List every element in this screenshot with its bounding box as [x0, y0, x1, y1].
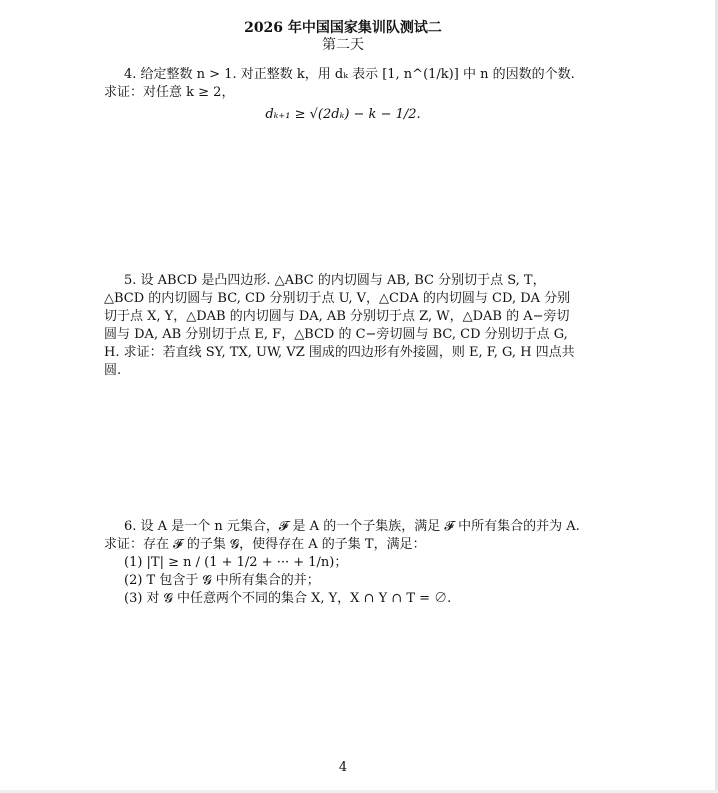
problem-4-formula: dₖ₊₁ ≥ √(2dₖ) − k − 1/2.	[265, 107, 421, 122]
page-number: 4	[338, 760, 348, 775]
problem-6-statement: 6. 设 A 是一个 n 元集合，𝓕 是 A 的一个子集族，满足 𝓕 中所有集合的并为 A. 求证：存在 𝓕 的子集 𝓖，使得存在 A 的子集 T，满足：	[104, 519, 580, 552]
problem-6-item-2: (2) T 包含于 𝓖 中所有集合的并；	[124, 573, 320, 588]
problem-5	[104, 272, 582, 380]
problem-6-item-1: (1) |T| ≥ n / (1 + 1/2 + ··· + 1/n)；	[124, 555, 348, 570]
problem-6	[104, 518, 582, 608]
page-title: 2026 年中国国家集训队测试二	[244, 20, 442, 36]
problem-4-statement: 4. 给定整数 n > 1. 对正整数 k，用 dₖ 表示 [1, n^(1/k)] 中 n 的因数的个数. 求证：对任意 k ≥ 2，	[104, 67, 575, 100]
problem-4	[104, 66, 582, 124]
page-subtitle: 第二天	[322, 37, 364, 53]
problem-5-statement: 5. 设 ABCD 是凸四边形. △ABC 的内切圆与 AB, BC 分别切于点 S, T，△BCD 的内切圆与 BC, CD 分别切于点 U, V，△CDA 的内切圆与 CD, DA 分别切于点 X, Y，△DAB 的内切圆与 DA, AB 分别切于点 Z, W，△DAB 的 A−旁切圆与 DA, AB 分别切于点 E, F，△BCD 的 C−旁切圆与 BC, CD 分别切于点 G, H. 求证：若直线 SY, TX, UW, VZ 围成的四边形有外接圆，则 E, F, G, H 四点共圆.	[104, 273, 575, 378]
problem-6-item-3: (3) 对 𝓖 中任意两个不同的集合 X, Y，X ∩ Y ∩ T = ∅.	[124, 591, 452, 606]
